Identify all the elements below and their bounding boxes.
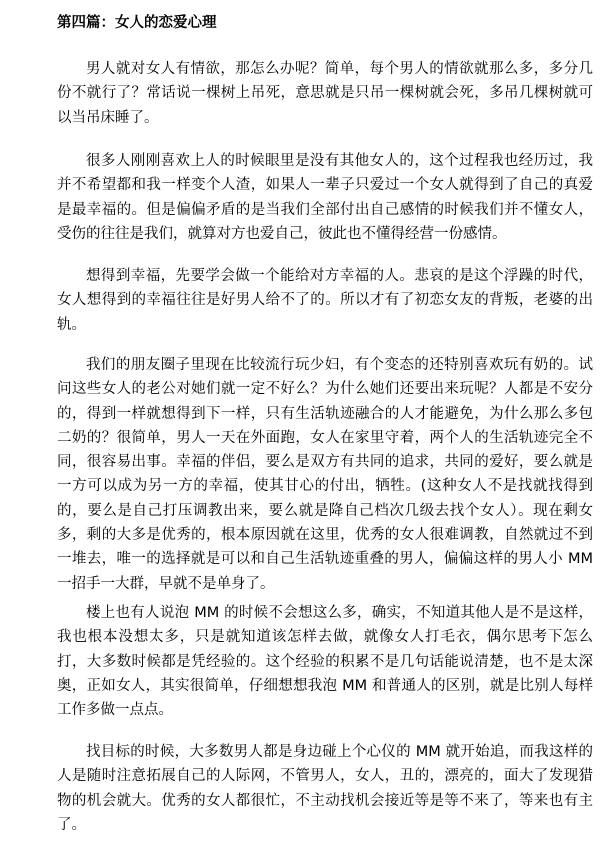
paragraph-3: 想得到幸福，先要学会做一个能给对方幸福的人。悲哀的是这个浮躁的时代，女人想得到的幸福往往是好男人给不了的。所以才有了初恋女友的背叛，老婆的出轨。 <box>57 268 593 333</box>
paragraph-4: 我们的朋友圈子里现在比较流行玩少妇，有个变态的还特别喜欢玩有奶的。试问这些女人的老公对她们就一定不好么？为什么她们还要出来玩呢？人都是不安分的，得到一样就想得到下一样，只有生活轨迹融合的人才能避免，为什么那么多包二奶的？很简单，男人一天在外面跑，女人在家里守着，两个人的生活轨迹完全不同，很容易出事。幸福的伴侣，要么是双方有共同的追求，共同的爱好，要么就是一方可以成为另一方的幸福，使其甘心的付出，牺牲。(这种女人不是找就找得到的，要么是自己打压调教出来，要么就是降自己档次几级去找个女人）。现在剩女多，剩的大多是优秀的，根本原因就在这里，优秀的女人很难调教，自然就过不到一堆去，唯一的选择就是可以和自己生活轨迹重叠的男人，偏偏这样的男人小 MM 一招手一大群，早就不是单身了。 <box>57 357 593 592</box>
paragraph-6: 找目标的时候，大多数男人都是身边碰上个心仪的 MM 就开始追，而我这样的人是随时注意拓展自己的人际网，不管男人，女人，丑的，漂亮的，面大了发现猎物的机会就大。优秀的女人都很忙，不主动找机会接近等是等不来了，等来也有主了。 <box>57 744 593 833</box>
paragraph-5: 楼上也有人说泡 MM 的时候不会想这么多，确实，不知道其他人是不是这样，我也根本没想太多，只是就知道该怎样去做，就像女人打毛衣，偶尔思考下怎么打，大多数时候都是凭经验的。这个经验的积累不是几句话能说清楚，也不是太深奥，正如女人，其实很简单，仔细想想我泡 MM 和普通人的区别，就是比别人每样工作多做一点点。 <box>57 605 593 719</box>
paragraph-2: 很多人刚刚喜欢上人的时候眼里是没有其他女人的，这个过程我也经历过，我并不希望都和我一样变个人渣，如果人一辈子只爱过一个女人就得到了自己的真爱是最幸福的。但是偏偏矛盾的是当我们全部付出自己感情的时候我们并不懂女人，受伤的往往是我们，就算对方也爱自己，彼此也不懂得经营一份感情。 <box>57 153 593 242</box>
chapter-title: 第四篇：女人的恋爱心理 <box>57 15 217 31</box>
paragraph-1: 男人就对女人有情欲，那怎么办呢？简单，每个男人的情欲就那么多，多分几份不就行了？常话说一棵树上吊死，意思就是只吊一棵树就会死，多吊几棵树就可以当吊床睡了。 <box>57 61 593 126</box>
